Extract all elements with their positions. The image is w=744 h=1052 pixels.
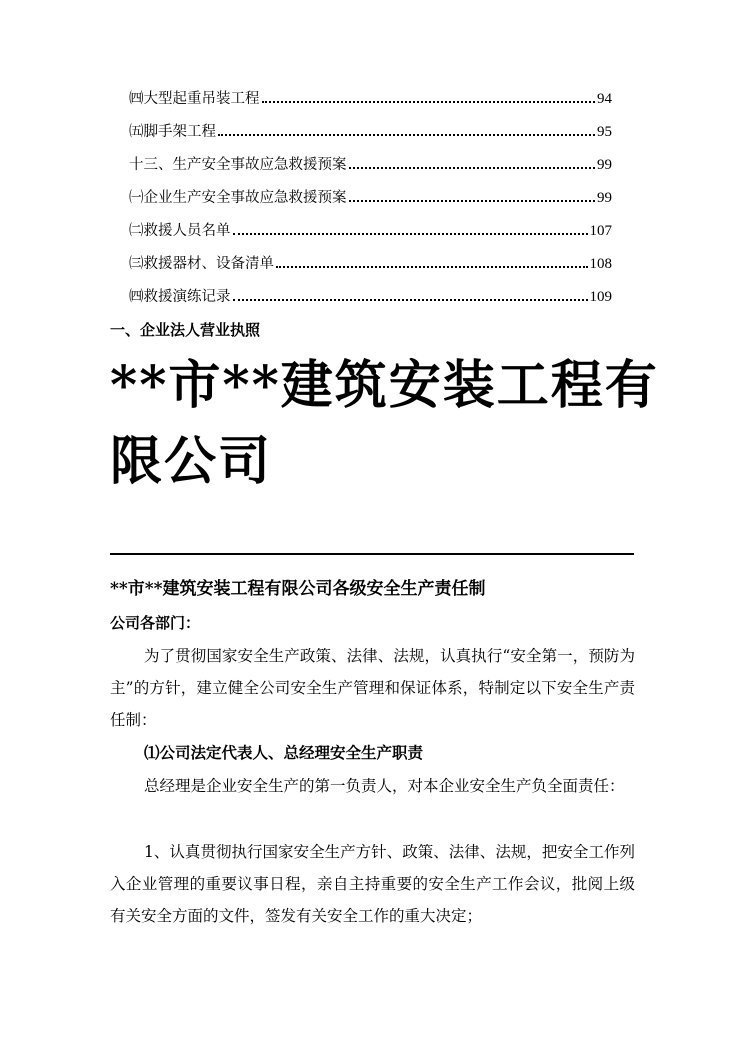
toc-entry[interactable] xyxy=(129,121,612,154)
toc-entry[interactable] xyxy=(129,286,612,319)
table-of-contents xyxy=(129,88,612,319)
toc-entry-title: ㈡救援人员名单 xyxy=(129,223,231,239)
toc-entry-page: 107 xyxy=(589,223,612,239)
body-paragraph: 总经理是企业安全生产的第一负责人，对本企业安全生产负全面责任： xyxy=(144,777,625,795)
toc-entry[interactable] xyxy=(129,154,612,187)
addressee: 公司各部门： xyxy=(110,614,201,632)
intro-paragraph: 为了贯彻国家安全生产政策、法律、法规，认真执行“安全第一，预防为主”的方针，建立健全公司安全生产管理和保证体系，特制定以下安全生产责任制： xyxy=(110,647,635,729)
toc-entry-title: ㈣救援演练记录 xyxy=(129,289,231,305)
toc-entry-title: 十三、生产安全事故应急救援预案 xyxy=(129,157,347,173)
toc-leader-dots xyxy=(218,134,595,136)
toc-entry-page: 99 xyxy=(597,157,612,173)
body-paragraph: 1、认真贯彻执行国家安全生产方针、政策、法律、法规，把安全工作列入企业管理的重要议事日程，亲自主持重要的安全生产工作会议，批阅上级有关安全方面的文件，签发有关安全工作的重大决定； xyxy=(110,843,635,925)
toc-leader-dots xyxy=(349,167,596,169)
toc-entry[interactable] xyxy=(129,187,612,220)
document-title: **市**建筑安装工程有限公司各级安全生产责任制 xyxy=(110,579,486,599)
toc-entry[interactable] xyxy=(129,88,612,121)
company-title: **市**建筑安装工程有限公司 xyxy=(110,355,659,492)
toc-entry[interactable] xyxy=(129,253,612,286)
horizontal-divider xyxy=(110,553,634,555)
toc-entry-title: ㈣大型起重吊装工程 xyxy=(129,91,260,107)
section-heading: 一、企业法人营业执照 xyxy=(110,321,261,339)
toc-leader-dots xyxy=(262,101,596,103)
toc-entry-title: ㈢救援器材、设备清单 xyxy=(129,256,274,272)
toc-entry-page: 109 xyxy=(589,289,612,305)
toc-entry[interactable] xyxy=(129,220,612,253)
toc-entry-page: 94 xyxy=(597,91,612,107)
toc-leader-dots xyxy=(276,266,588,268)
toc-entry-title: ㈤脚手架工程 xyxy=(129,124,216,140)
toc-entry-page: 108 xyxy=(589,256,612,272)
toc-entry-page: 95 xyxy=(597,124,612,140)
toc-entry-page: 99 xyxy=(597,190,612,206)
subheading: ⑴公司法定代表人、总经理安全生产职责 xyxy=(144,743,424,762)
toc-entry-title: ㈠企业生产安全事故应急救援预案 xyxy=(129,190,347,206)
toc-leader-dots xyxy=(349,200,596,202)
toc-leader-dots xyxy=(233,299,588,301)
toc-leader-dots xyxy=(233,233,588,235)
